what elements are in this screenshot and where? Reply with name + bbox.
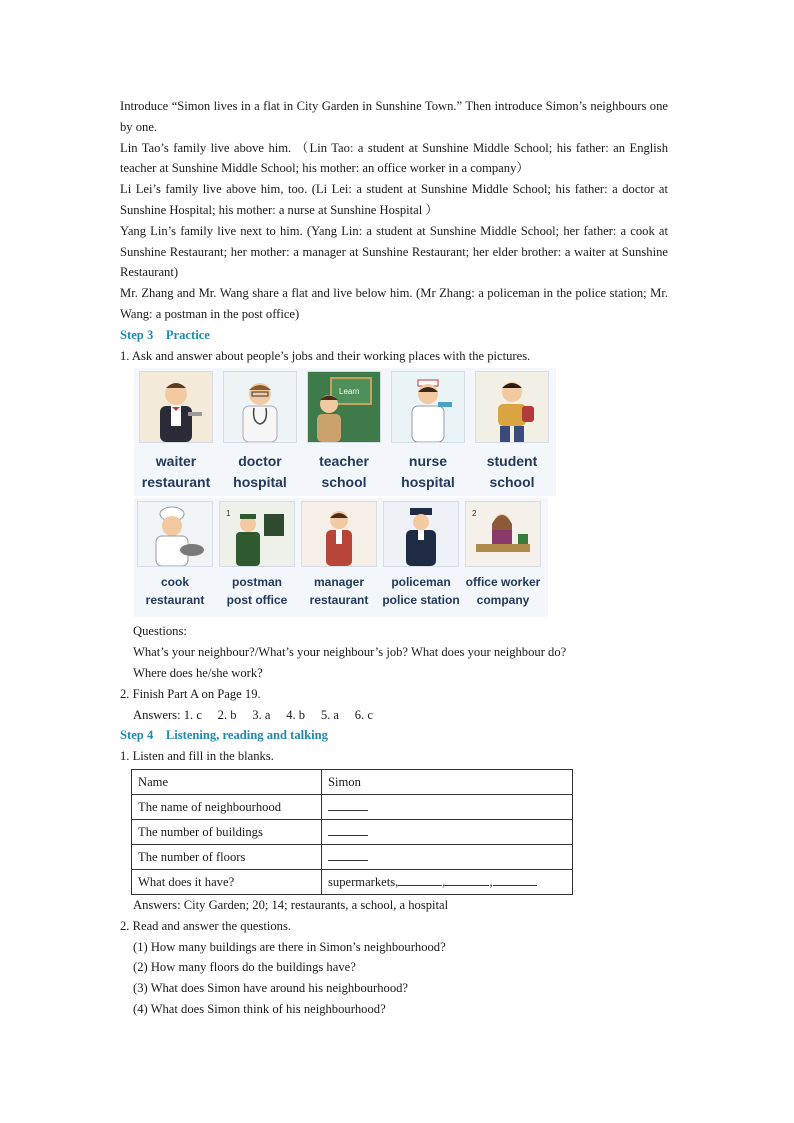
job-label: teacher [319,453,369,470]
step3-heading: Step 3 Practice [120,327,210,342]
blank-cell[interactable] [322,794,573,819]
svg-text:Learn: Learn [339,387,360,397]
cook-icon [137,501,213,567]
policeman-icon [383,501,459,567]
table-cell-text: supermarkets, [328,874,399,889]
place-label: restaurant [309,593,369,608]
jobs-row-1 [134,368,556,496]
job-card [462,501,544,609]
teacher-icon [307,371,381,443]
waiter-icon [139,371,213,443]
zhang-wang-paragraph: Mr. Zhang and Mr. Wang share a flat and live below him. (Mr Zhang: a policeman in the police station; Mr. Wang: a postman in the post office) [120,286,668,321]
place-label: restaurant [145,593,205,608]
job-label: student [486,453,538,470]
answer-blank[interactable] [328,823,368,836]
lin-tao-paragraph: Lin Tao’s family live above him. （Lin Tao: a student at Sunshine Middle School; his father: an English teacher at Sunshine Middle School; his mother: an office worker in a company） [120,140,668,176]
job-card [386,371,470,493]
step4-item2: 2. Read and answer the questions. [120,918,292,933]
job-label: waiter [155,453,197,470]
job-card [216,501,298,609]
table-cell: What does it have? [132,869,322,894]
answer-blank[interactable] [493,873,537,886]
place-label: company [476,593,530,608]
reading-question: (3) What does Simon have around his neighbourhood? [133,981,409,996]
question-line: What’s your neighbour?/What’s your neighbour’s job? What does your neighbour do? [133,645,567,660]
step4-item1: 1. Listen and fill in the blanks. [120,749,274,764]
step3-answers: Answers: 1. c 2. b 3. a 4. b 5. a 6. c [133,707,373,722]
jobs-pictures [134,368,668,617]
place-label: hospital [401,474,455,491]
student-icon [475,371,549,443]
postman-icon [219,501,295,567]
job-label: policeman [391,575,451,590]
manager-icon [301,501,377,567]
step3-item2: 2. Finish Part A on Page 19. [120,686,261,701]
answer-blank[interactable] [445,873,489,886]
nurse-icon [391,371,465,443]
reading-question: (4) What does Simon think of his neighbourhood? [133,1001,386,1016]
svg-text:1: 1 [226,509,231,519]
job-label: manager [313,575,365,590]
job-card [470,371,554,493]
answer-blank[interactable] [328,848,368,861]
job-label: office worker [465,575,541,590]
step3-item1: 1. Ask and answer about people’s jobs and their working places with the pictures. [120,348,531,363]
lesson-page [120,96,668,1020]
office-worker-icon [465,501,541,567]
step4-answers: Answers: City Garden; 20; 14; restaurants, a school, a hospital [133,897,449,912]
question-line: Where does he/she work? [133,665,263,680]
table-row [132,819,573,844]
reading-question: (1) How many buildings are there in Simon’s neighbourhood? [133,939,446,954]
reading-question: (2) How many floors do the buildings have? [133,960,356,975]
doctor-icon [223,371,297,443]
place-label: hospital [233,474,287,491]
answer-blank[interactable] [328,798,368,811]
place-label: school [489,474,535,491]
job-label: nurse [408,453,448,470]
place-label: restaurant [141,474,211,491]
table-cell: The name of neighbourhood [132,794,322,819]
table-row [132,794,573,819]
table-cell: The number of floors [132,844,322,869]
table-cell: Name [132,769,322,794]
job-label: postman [231,575,282,590]
table-row [132,869,573,894]
answer-blank[interactable] [398,873,442,886]
job-card [218,371,302,493]
place-label: school [321,474,367,491]
job-label: doctor [238,453,282,470]
job-label: cook [160,575,189,590]
job-card [134,371,218,493]
blank-cell[interactable] [322,844,573,869]
job-card [298,501,380,609]
step4-heading: Step 4 Listening, reading and talking [120,728,328,743]
blank-cell[interactable] [322,819,573,844]
job-card [134,501,216,609]
table-row [132,844,573,869]
place-label: post office [226,593,288,608]
job-card [302,371,386,493]
table-cell: The number of buildings [132,819,322,844]
questions-label: Questions: [133,624,187,639]
fill-in-table [131,769,573,895]
li-lei-paragraph: Li Lei’s family live above him, too. (Li Lei: a student at Sunshine Middle School; his father: a doctor at Sunshine Hospital; his mother: a nurse at Sunshine Hospital ） [120,182,668,217]
blank-cell[interactable]: supermarkets, , , [322,869,573,894]
jobs-row-2 [134,498,548,617]
intro-paragraph: Introduce “Simon lives in a flat in City Garden in Sunshine Town.” Then introduce Simon’s neighbours one by one. [120,99,668,134]
job-card [380,501,462,609]
yang-lin-paragraph: Yang Lin’s family live next to him. (Yang Lin: a student at Sunshine Middle School; her father: a cook at Sunshine Restaurant; her mother: a manager at Sunshine Restaurant; her elder brother: a waiter at Sunshine Restaurant) [120,223,668,280]
table-cell: Simon [322,769,573,794]
place-label: police station [382,593,460,608]
svg-text:2: 2 [472,509,477,519]
table-row [132,769,573,794]
